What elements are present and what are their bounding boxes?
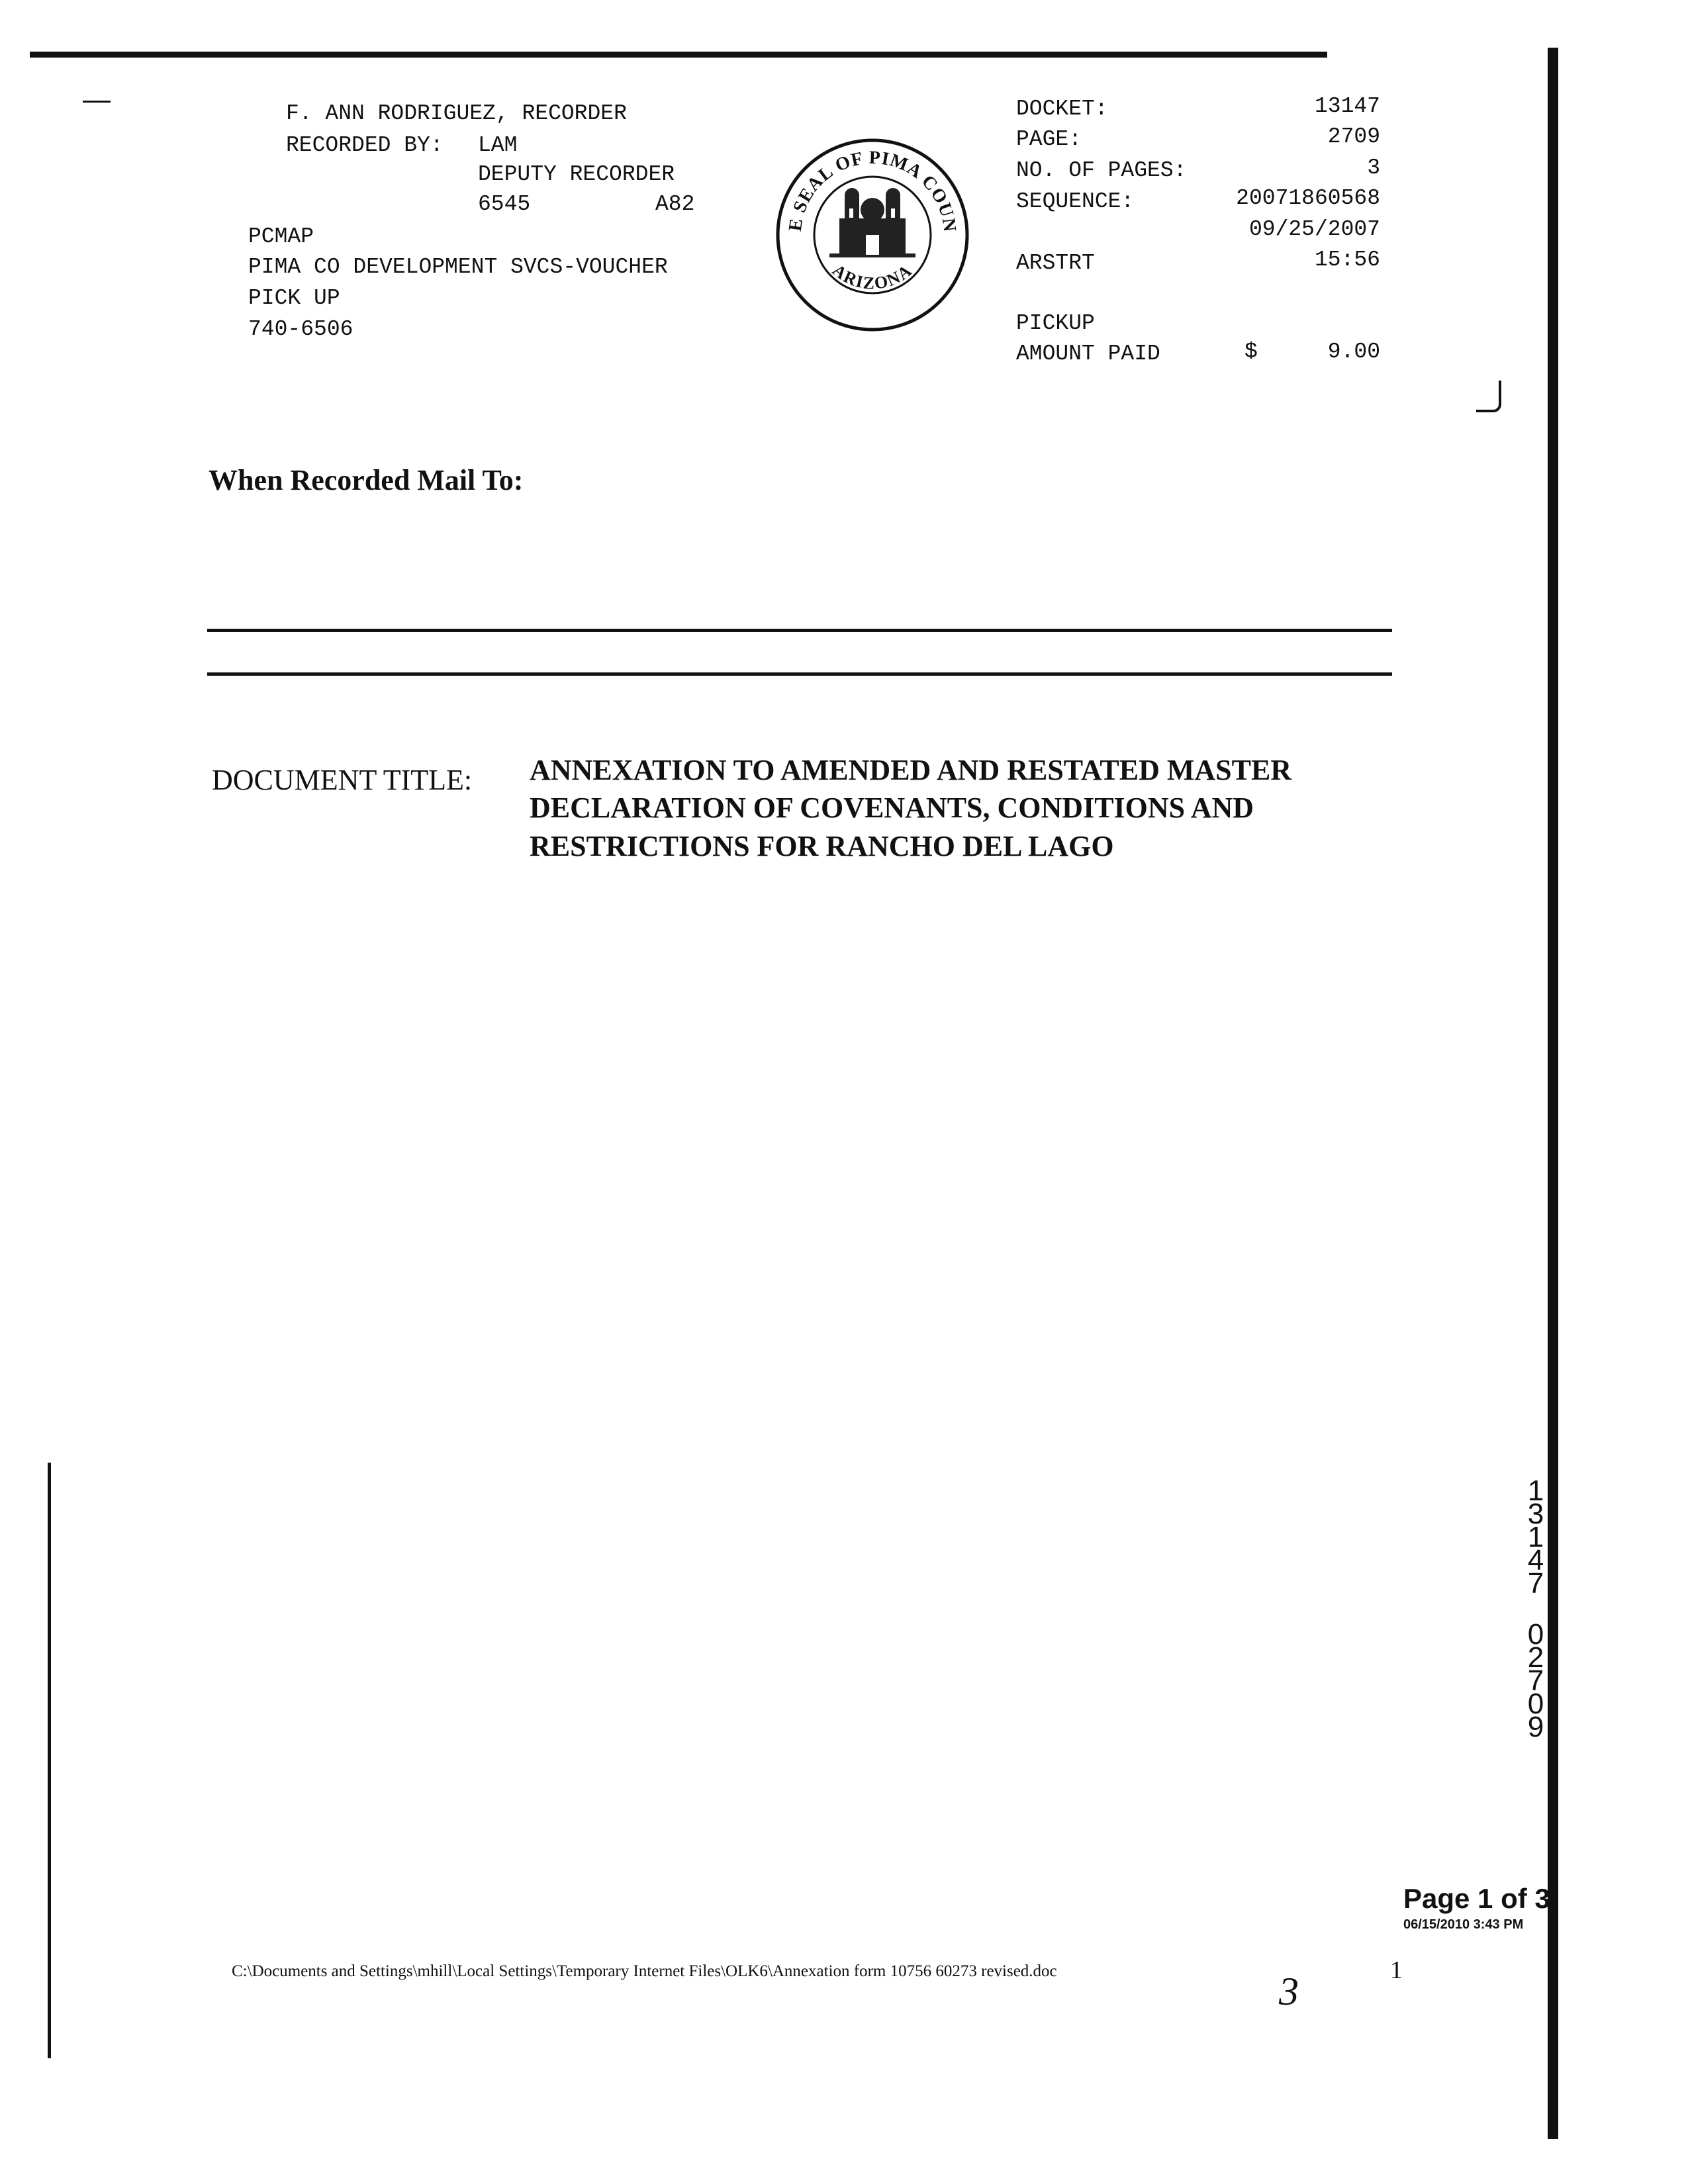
currency-symbol: $	[1244, 340, 1258, 364]
recording-time: 15:56	[1314, 248, 1380, 272]
file-path: C:\Documents and Settings\mhill\Local Settings\Temporary Internet Files\OLK6\Annexation form 10756 60273 revised.doc	[232, 1962, 1057, 1980]
sender-line: PCMAP	[248, 224, 314, 249]
recorded-by-label: RECORDED BY:	[286, 133, 444, 158]
recording-type: ARSTRT	[1016, 251, 1095, 275]
recorder-code-b: A82	[655, 192, 695, 216]
recorder-name: F. ANN RODRIGUEZ, RECORDER	[286, 101, 627, 126]
recording-date: 09/25/2007	[1248, 217, 1380, 242]
deputy-recorder: DEPUTY RECORDER	[478, 162, 675, 187]
handwritten-number: 3	[1279, 1970, 1299, 2013]
sequence-value: 20071860568	[1236, 186, 1380, 210]
stamp-digit: 7	[1527, 1567, 1544, 1600]
stamp-digit: 4	[1527, 1544, 1544, 1576]
document-title-line: DECLARATION OF COVENANTS, CONDITIONS AND	[530, 792, 1254, 824]
docket-label: DOCKET:	[1016, 97, 1108, 121]
stamp-digit: 7	[1527, 1664, 1544, 1697]
stamp-digit: 2	[1527, 1641, 1544, 1674]
page-value: 2709	[1327, 124, 1380, 149]
stamp-digit: 3	[1527, 1498, 1544, 1530]
sender-line: 740-6506	[248, 317, 353, 341]
amount-value: 9.00	[1327, 340, 1380, 364]
recorder-code-a: 6545	[478, 192, 531, 216]
page-indicator: Page 1 of 3	[1403, 1883, 1550, 1914]
document-title-label: DOCUMENT TITLE:	[212, 764, 473, 796]
mail-to-line-2	[207, 672, 1392, 676]
stamp-digit: 0	[1527, 1688, 1544, 1720]
pages-value: 3	[1367, 156, 1380, 180]
seal-top-text: E SEAL OF PIMA COUN	[784, 147, 961, 234]
sender-line: PICK UP	[248, 286, 340, 310]
stamp-digit: 9	[1527, 1711, 1544, 1743]
seal-bottom-text: ARIZONA	[829, 260, 916, 293]
pages-label: NO. OF PAGES:	[1016, 158, 1187, 183]
pima-county-seal	[773, 136, 972, 334]
corner-bracket-mark	[1476, 381, 1501, 412]
sequence-label: SEQUENCE:	[1016, 189, 1135, 214]
stamp-digit: 1	[1527, 1521, 1544, 1553]
sender-line: PIMA CO DEVELOPMENT SVCS-VOUCHER	[248, 255, 668, 279]
side-docket-stamp	[1523, 1475, 1549, 1743]
mail-to-line-1	[207, 629, 1392, 632]
amount-label: AMOUNT PAID	[1016, 341, 1160, 366]
page-number: 1	[1390, 1956, 1403, 1984]
pickup-label: PICKUP	[1016, 311, 1095, 336]
stamp-digit: 1	[1527, 1475, 1544, 1507]
stamp-digit: 0	[1527, 1618, 1544, 1651]
right-border-line	[1548, 48, 1558, 2139]
document-title-line: RESTRICTIONS FOR RANCHO DEL LAGO	[530, 830, 1114, 862]
mail-to-label: When Recorded Mail To:	[209, 464, 524, 496]
docket-value: 13147	[1314, 94, 1380, 118]
left-margin-line	[48, 1463, 51, 2058]
top-border-line	[30, 52, 1327, 58]
corner-mark	[83, 101, 111, 103]
page-label: PAGE:	[1016, 127, 1082, 152]
recorded-by-value: LAM	[478, 133, 518, 158]
document-title-line: ANNEXATION TO AMENDED AND RESTATED MASTER	[530, 754, 1292, 786]
print-timestamp: 06/15/2010 3:43 PM	[1403, 1917, 1524, 1932]
